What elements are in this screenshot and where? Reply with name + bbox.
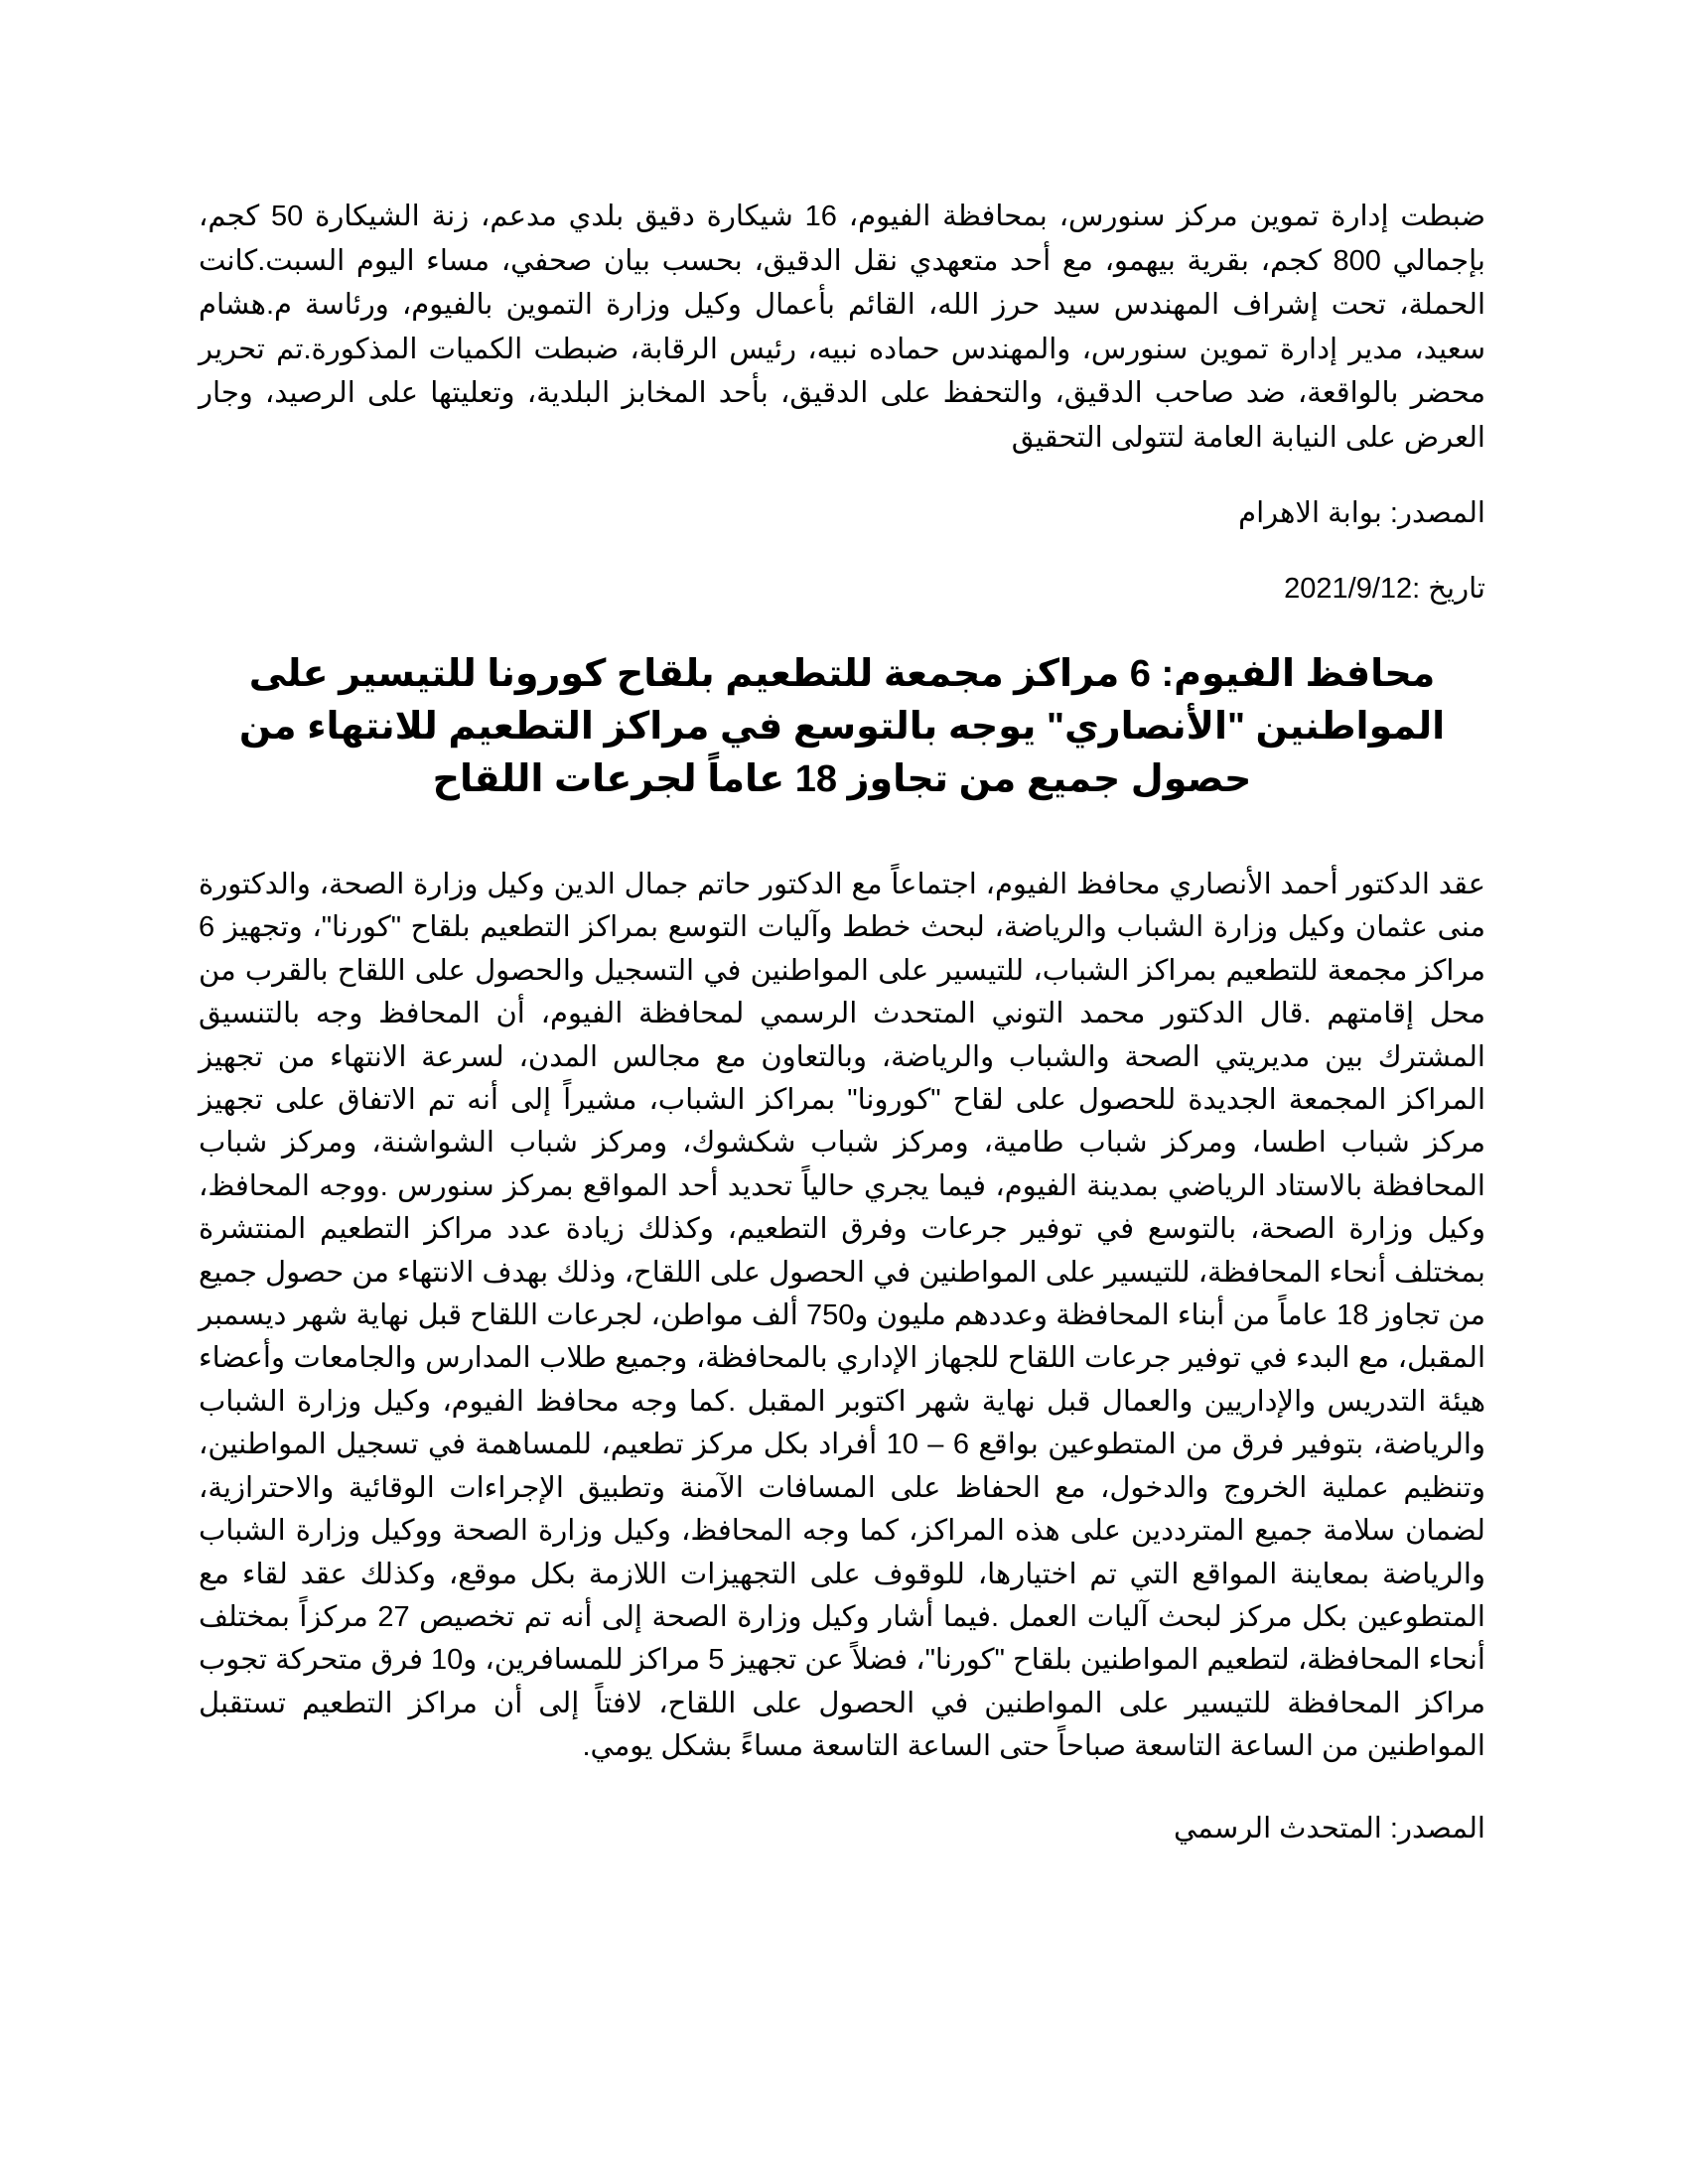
article-1-source: المصدر: بوابة الاهرام xyxy=(1238,497,1485,529)
article-2-headline: محافظ الفيوم: 6 مراكز مجمعة للتطعيم بلقاح كورونا للتيسير على المواطنين "الأنصاري" يوجه بالتوسع في مراكز التطعيم للانتهاء من حصول جميع من تجاوز 18 عاماً لجرعات اللقاح xyxy=(238,653,1446,800)
article-1-body: ضبطت إدارة تموين مركز سنورس، بمحافظة الفيوم، 16 شيكارة دقيق بلدي مدعم، زنة الشيكارة 50 كجم، بإجمالي 800 كجم، بقرية بيهمو، مع أحد متعهدي نقل الدقيق، بحسب بيان صحفي، مساء اليوم السبت.كانت الحملة، تحت إشراف المهندس سيد حرز الله، القائم بأعمال وكيل وزارة التموين بالفيوم، ورئاسة م.هشام سعيد، مدير إدارة تموين سنورس، والمهندس حماده نبيه، رئيس الرقابة، ضبطت الكميات المذكورة.تم تحرير محضر بالواقعة، ضد صاحب الدقيق، والتحفظ على الدقيق، بأحد المخابز البلدية، وتعليتها على الرصيد، وجار العرض على النيابة العامة لتتولى التحقيق xyxy=(199,201,1486,454)
date-line: تاريخ :2021/9/12 xyxy=(1284,573,1485,605)
article-2-source: المصدر: المتحدث الرسمي xyxy=(1174,1812,1485,1844)
document-page xyxy=(199,195,1485,1850)
article-2-body: عقد الدكتور أحمد الأنصاري محافظ الفيوم، اجتماعاً مع الدكتور حاتم جمال الدين وكيل وزارة الصحة، والدكتورة منى عثمان وكيل وزارة الشباب والرياضة، لبحث خطط وآليات التوسع بمراكز التطعيم بلقاح "كورنا"، وتجهيز 6 مراكز مجمعة للتطعيم بمراكز الشباب، للتيسير على المواطنين في التسجيل والحصول على اللقاح بالقرب من محل إقامتهم .قال الدكتور محمد التوني المتحدث الرسمي لمحافظة الفيوم، أن المحافظ وجه بالتنسيق المشترك بين مديريتي الصحة والشباب والرياضة، وبالتعاون مع مجالس المدن، لسرعة الانتهاء من تجهيز المراكز المجمعة الجديدة للحصول على لقاح "كورونا" بمراكز الشباب، مشيراً إلى أنه تم الاتفاق على تجهيز مركز شباب اطسا، ومركز شباب طامية، ومركز شباب شكشوك، ومركز شباب الشواشنة، ومركز شباب المحافظة بالاستاد الرياضي بمدينة الفيوم، فيما يجري حالياً تحديد أحد المواقع بمركز سنورس .ووجه المحافظ، وكيل وزارة الصحة، بالتوسع في توفير جرعات وفرق التطعيم، وكذلك زيادة عدد مراكز التطعيم المنتشرة بمختلف أنحاء المحافظة، للتيسير على المواطنين في الحصول على اللقاح، وذلك بهدف الانتهاء من حصول جميع من تجاوز 18 عاماً من أبناء المحافظة وعددهم مليون و750 ألف مواطن، لجرعات اللقاح قبل نهاية شهر ديسمبر المقبل، مع البدء في توفير جرعات اللقاح للجهاز الإداري بالمحافظة، وجميع طلاب المدارس والجامعات وأعضاء هيئة التدريس والإداريين والعمال قبل نهاية شهر اكتوبر المقبل .كما وجه محافظ الفيوم، وكيل وزارة الشباب والرياضة، بتوفير فرق من المتطوعين بواقع 6 – 10 أفراد بكل مركز تطعيم، للمساهمة في تسجيل المواطنين، وتنظيم عملية الخروج والدخول، مع الحفاظ على المسافات الآمنة وتطبيق الإجراءات الوقائية والاحترازية، لضمان سلامة جميع المترددين على هذه المراكز، كما وجه المحافظ، وكيل وزارة الصحة ووكيل وزارة الشباب والرياضة بمعاينة المواقع التي تم اختيارها، للوقوف على التجهيزات اللازمة بكل موقع، وكذلك عقد لقاء مع المتطوعين بكل مركز لبحث آليات العمل .فيما أشار وكيل وزارة الصحة إلى أنه تم تخصيص 27 مركزاً بمختلف أنحاء المحافظة، لتطعيم المواطنين بلقاح "كورنا"، فضلاً عن تجهيز 5 مراكز للمسافرين، و10 فرق متحركة تجوب مراكز المحافظة للتيسير على المواطنين في الحصول على اللقاح، لافتاً إلى أن مراكز التطعيم تستقبل المواطنين من الساعة التاسعة صباحاً حتى الساعة التاسعة مساءً بشكل يومي. xyxy=(199,869,1486,1763)
